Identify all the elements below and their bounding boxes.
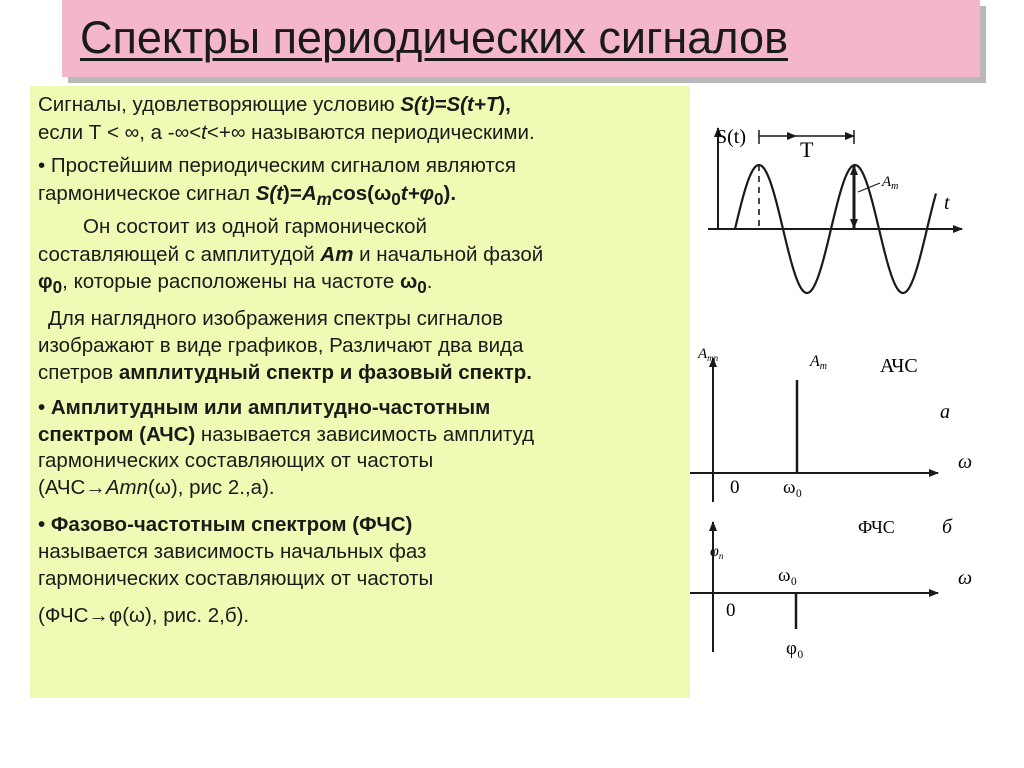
text-span: Он состоит из одной гармонической: [83, 215, 427, 238]
figure-letter: a: [940, 401, 950, 423]
spectrum-name: ФЧС: [858, 517, 895, 537]
period-label: T: [800, 137, 814, 162]
signal-figure: [700, 110, 1000, 305]
text-span: (ФЧС→φ(ω), рис. 2,б).: [38, 604, 250, 627]
text-span: S(: [255, 182, 277, 205]
text-span: mn: [707, 353, 719, 363]
omega0-label: ω₀: [778, 565, 798, 586]
line-17: [38, 566, 433, 591]
text-span: (АЧС→: [38, 476, 106, 499]
text-span: n: [718, 551, 724, 561]
text-span: S(: [400, 93, 421, 116]
text-span: ).: [443, 182, 457, 205]
phase-spectrum-figure: [690, 512, 1000, 662]
s-label: S(t): [716, 126, 746, 148]
figure-letter: б: [942, 516, 953, 538]
text-span: Сигналы, удовлетворяющие условию: [38, 93, 401, 116]
line-18: [38, 603, 249, 628]
line-7: [38, 269, 432, 300]
title-banner: [62, 0, 980, 77]
line-13: [38, 448, 433, 473]
line-1: [38, 92, 511, 117]
text-span: 0: [434, 190, 444, 210]
line-15: [38, 512, 412, 537]
text-span: Amn: [105, 476, 149, 499]
y-axis-label: [710, 543, 724, 561]
line-14: [38, 475, 275, 500]
text-span: t: [276, 182, 284, 205]
text-span: t+T: [467, 93, 499, 116]
text-span: изображают в виде графиков, Различают два вида: [38, 334, 524, 357]
text-span: t: [420, 93, 428, 116]
text-span: гармонических составляющих от частоты: [38, 449, 434, 472]
text-span: m: [891, 181, 899, 192]
text-span: • Простейшим периодическим сигналом являются: [38, 154, 516, 177]
spectrum-name: АЧС: [880, 355, 918, 377]
text-span: .: [426, 270, 433, 293]
text-span: • Амплитудным или амплитудно-частотным: [38, 396, 491, 419]
text-span: ω: [399, 270, 418, 293]
text-span: φ: [38, 270, 53, 293]
text-span: )=: [283, 182, 302, 205]
line-4: [38, 181, 456, 212]
line-10: [38, 360, 532, 385]
phi0-label: φ₀: [786, 638, 804, 659]
text-span: , которые расположены на частоте: [62, 270, 400, 293]
text-span: спетров: [38, 361, 119, 384]
text-span: амплитудный спектр и фазовый спектр.: [118, 361, 532, 384]
text-span: φ: [710, 543, 719, 560]
text-span: ),: [498, 93, 511, 116]
text-span: m: [316, 190, 332, 210]
text-span: спектром (АЧС): [38, 423, 196, 446]
omega-label: ω: [958, 567, 973, 589]
zero-label: 0: [726, 600, 736, 621]
text-span: называется зависимость начальных фаз: [38, 540, 427, 563]
text-span: A: [810, 353, 820, 370]
text-span: cos(ω: [331, 182, 392, 205]
text-span: 0: [417, 278, 427, 298]
zero-label: 0: [730, 477, 740, 498]
text-span: гармонических составляющих от частоты: [38, 567, 434, 590]
line-8: [48, 306, 503, 331]
omega-label: ω: [958, 451, 973, 473]
text-span: и начальной фазой: [353, 243, 544, 266]
text-span: A: [882, 174, 892, 190]
line-3: [38, 153, 516, 178]
amplitude-spectrum-figure: [690, 338, 1000, 508]
am-label: [809, 353, 827, 372]
text-span: гармоническое сигнал: [38, 182, 256, 205]
text-span: t: [201, 121, 207, 144]
t-axis-label: t: [944, 192, 950, 214]
line-11: [38, 395, 490, 420]
text-span: Am: [320, 243, 354, 266]
line-16: [38, 539, 426, 564]
line-2: [38, 120, 535, 145]
y-axis-label: [697, 346, 719, 363]
text-span: <+∞ называются периодическими.: [206, 121, 535, 144]
line-6: [38, 242, 543, 267]
text-span: (ω), рис 2.,а).: [148, 476, 275, 499]
line-9: [38, 333, 523, 358]
line-12: [38, 422, 534, 447]
text-span: m: [819, 361, 828, 372]
text-span: A: [301, 182, 317, 205]
text-span: называется зависимость амплитуд: [195, 423, 535, 446]
slide-title: Спектры периодических сигналов: [80, 12, 788, 63]
omega0-label: ω₀: [783, 477, 803, 498]
text-span: )=S(: [427, 93, 468, 116]
line-5: [83, 214, 427, 239]
text-span: 0: [391, 190, 401, 210]
text-span: составляющей с амплитудой: [38, 243, 321, 266]
text-span: • Фазово-частотным спектром (ФЧС): [38, 513, 413, 536]
text-span: A: [698, 346, 708, 362]
text-panel: [30, 86, 690, 698]
am-label: [881, 174, 898, 192]
text-span: t+φ: [400, 182, 435, 205]
text-span: если Т < ∞, а -∞<: [38, 121, 202, 144]
text-span: 0: [52, 278, 63, 298]
text-span: Для наглядного изображения спектры сигналов: [48, 307, 504, 330]
